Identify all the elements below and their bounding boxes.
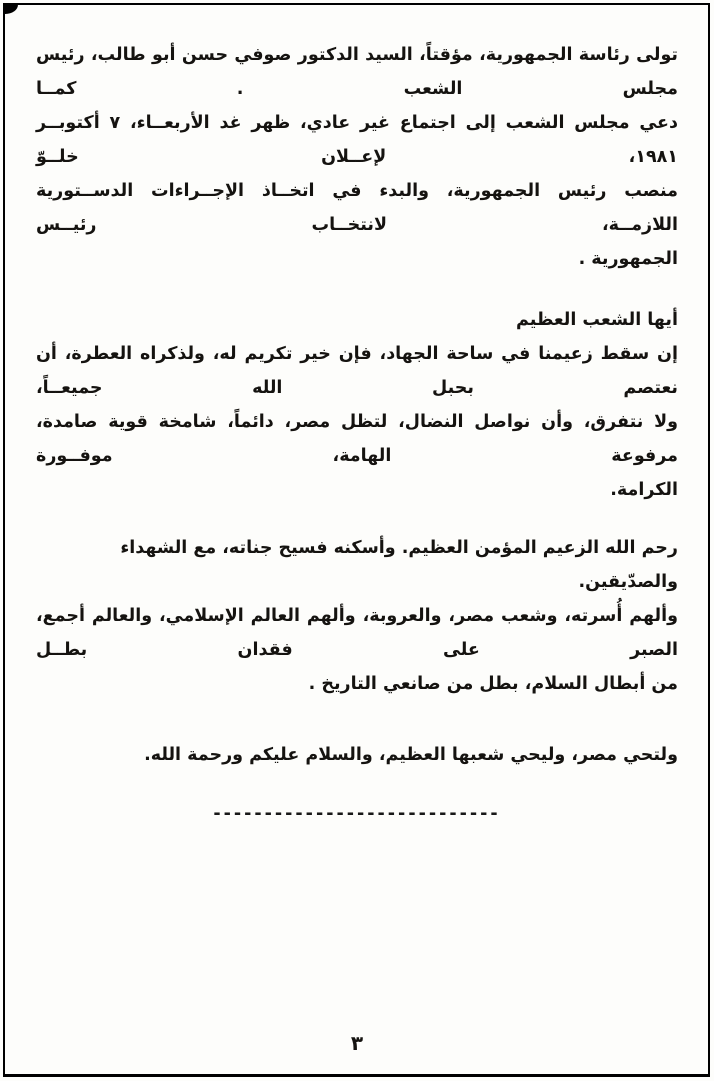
prayer-paragraph bbox=[36, 531, 678, 701]
text-line: منصب رئيس الجمهورية، والبدء في اتخــاذ الإجــراءات الدســتورية اللازمــة، لانتخــاب رئيــس bbox=[36, 181, 678, 235]
text-line: من أبطال السلام، بطل من صانعي التاريخ . bbox=[308, 674, 678, 694]
text-line: إن سقط زعيمنا في ساحة الجهاد، فإن خير تكريم له، ولذكراه العطرة، أن نعتصم بحبل الله جميعــاً، bbox=[36, 344, 678, 398]
text-line: ولا نتفرق، وأن نواصل النضال، لتظل مصر، دائماً، شامخة قوية صامدة، مرفوعة الهامة، موفــورة bbox=[36, 412, 678, 466]
closing-paragraph bbox=[36, 738, 678, 772]
text-line: الجمهورية . bbox=[578, 249, 678, 269]
page-number: ٣ bbox=[350, 1031, 364, 1055]
text-line: دعي مجلس الشعب إلى اجتماع غير عادي، ظهر غد الأربعــاء، ٧ أكتوبــر ١٩٨١، لإعــلان خلــوّ bbox=[36, 113, 678, 167]
exhortation-paragraph bbox=[36, 337, 678, 507]
opening-paragraph bbox=[36, 38, 678, 276]
section-heading: أيها الشعب العظيم bbox=[515, 310, 678, 330]
text-line: الكرامة. bbox=[610, 480, 678, 500]
dashed-divider: ---------------------------- bbox=[213, 804, 501, 824]
text-line: ولتحي مصر، وليحي شعبها العظيم، والسلام عليكم ورحمة الله. bbox=[144, 745, 678, 765]
document-body bbox=[36, 38, 678, 831]
scan-corner-artifact bbox=[3, 3, 18, 14]
text-line: تولى رئاسة الجمهورية، مؤقتاً، السيد الدكتور صوفي حسن أبو طالب، رئيس مجلس الشعب . كمــا bbox=[36, 45, 678, 99]
text-line: رحم الله الزعيم المؤمن العظيم. وأسكنه فسيح جناته، مع الشهداء والصدّيقين. bbox=[120, 538, 678, 592]
text-line: وألهم أُسرته، وشعب مصر، والعروبة، وألهم العالم الإسلامي، والعالم أجمع، الصبر على فقدان بطــل bbox=[36, 606, 678, 660]
